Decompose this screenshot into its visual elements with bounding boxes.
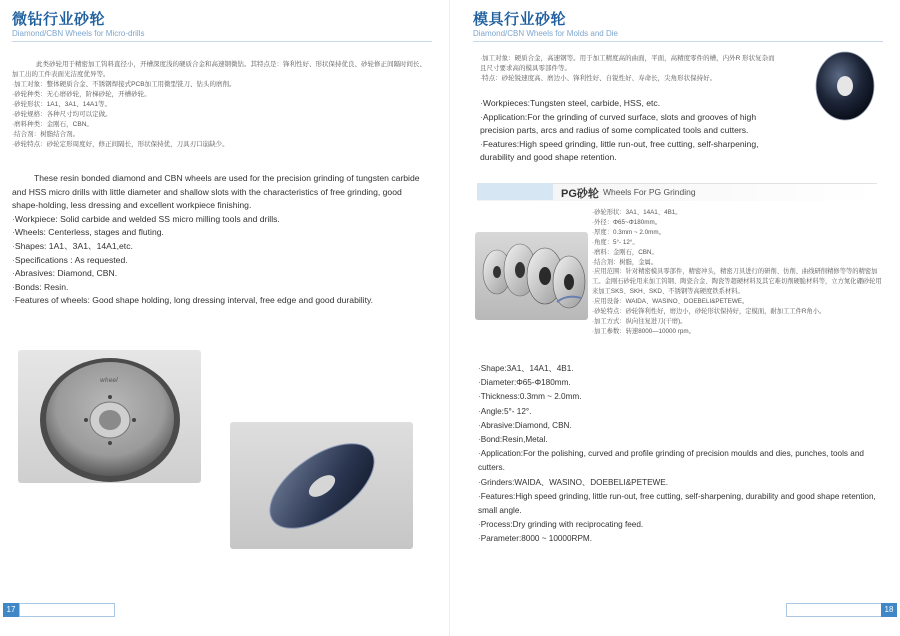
- pg-en-item: · Angle:5°- 12°.: [478, 405, 888, 419]
- right-footer-bar: [786, 603, 882, 617]
- left-zh-item: · 加工对象：整体硬质合金、不锈钢焊接式PCB加工用微型铣刀、钻头的磨削。: [12, 80, 432, 90]
- wheel-photo-2: [230, 422, 413, 549]
- pg-zh-item: · 应用设备：WAIDA、WASINO、DOEBELI&PETEWE。: [592, 297, 884, 307]
- angled-wheel-image: [230, 422, 413, 549]
- pg-zh-item: · 加工参数：转速8000—10000 rpm。: [592, 327, 884, 337]
- mold-wheel-image: [812, 50, 878, 122]
- pg-zh-item: · 加工方式：纵向往复进刀(干磨)。: [592, 317, 884, 327]
- right-en-item: · Application:For the grinding of curved surface, slots and grooves of high precision parts, arcs and radius of some complicated tools and cutters.: [480, 111, 770, 138]
- left-zh-block: [12, 60, 432, 150]
- left-title-en: Diamond/CBN Wheels for Micro-drills: [12, 29, 145, 38]
- right-title-rule: [473, 41, 883, 42]
- pg-en-item: · Features:High speed grinding, little run-out, free cutting, self-sharpening, durability and good shape retention, small angle.: [478, 490, 888, 518]
- pg-zh-item: · 砂轮形状：3A1、14A1、4B1。: [592, 208, 884, 218]
- pg-zh-item: · 角度：5°- 12°。: [592, 238, 884, 248]
- pg-en-item: · Abrasive:Diamond, CBN.: [478, 419, 888, 433]
- left-en-item: · Bonds: Resin.: [12, 281, 428, 295]
- pg-zh-item: · 结合剂：树脂，金属。: [592, 258, 884, 268]
- pg-zh-item: · 厚度：0.3mm ~ 2.0mm。: [592, 228, 884, 238]
- left-zh-item: · 砂轮规格：各种尺寸均可以定做。: [12, 110, 432, 120]
- pg-wheels-photo: [475, 232, 588, 320]
- left-zh-item: · 结合剂：树脂结合剂。: [12, 130, 432, 140]
- pg-wheels-image: [475, 232, 588, 320]
- svg-text:wheel: wheel: [100, 377, 118, 384]
- pg-banner-swatch: [477, 183, 553, 200]
- pg-en-item: · Parameter:8000 ~ 10000RPM.: [478, 532, 888, 546]
- right-title-en: Diamond/CBN Wheels for Molds and Die: [473, 29, 618, 38]
- pg-zh-block: [592, 208, 884, 337]
- right-title-zh: 模具行业砂轮: [473, 11, 567, 28]
- pg-banner-zh: PG砂轮: [561, 188, 599, 200]
- left-title-zh: 微钻行业砂轮: [12, 11, 106, 28]
- right-zh-item: · 加工对象：硬质合金，高速钢等。用于加工精度高的曲面，平面，高精度零件的槽，内外R 形状复杂而且尺寸要求高的模具零部件等。: [480, 54, 780, 74]
- pg-zh-item: · 砂轮特点：砂轮锋利性好，磨边小，砂轮形状保持好，定模面，耐加工工件R角小。: [592, 307, 884, 317]
- wheel-photo-1: [18, 350, 201, 483]
- pg-zh-item: · 外径：Φ65~Φ180mm。: [592, 218, 884, 228]
- left-en-item: · Wheels: Centerless, stages and fluting.: [12, 226, 428, 240]
- left-zh-item: · 砂轮种类：无心磨砂轮，阶梯砂轮，开槽砂轮。: [12, 90, 432, 100]
- right-en-block: [480, 97, 770, 165]
- left-en-item: · Specifications : As requested.: [12, 254, 428, 268]
- right-page-number: 18: [881, 603, 897, 617]
- pg-en-item: · Thickness:0.3mm ~ 2.0mm.: [478, 390, 888, 404]
- left-zh-item: · 砂轮形状：1A1、3A1、14A1等。: [12, 100, 432, 110]
- left-footer-bar: [19, 603, 115, 617]
- right-zh-item: · 特点：砂轮锐速度高、磨边小、锋利性好、自锐性好、寿命长，尖角形状保持好。: [480, 74, 780, 84]
- pg-banner-en: Wheels For PG Grinding: [603, 187, 696, 197]
- left-en-item: · Workpiece: Solid carbide and welded SS micro milling tools and drills.: [12, 213, 428, 227]
- left-en-item: · Abrasives: Diamond, CBN.: [12, 267, 428, 281]
- left-title-rule: [12, 41, 432, 42]
- left-en-item: · Features of wheels: Good shape holding, long dressing interval, free edge and good durability.: [12, 294, 428, 308]
- pg-zh-item: · 磨料：金刚石，CBN。: [592, 248, 884, 258]
- pg-en-item: · Bond:Resin,Metal.: [478, 433, 888, 447]
- left-en-paragraph: These resin bonded diamond and CBN wheels are used for the precision grinding of tungsten carbide and HSS micro drills with little diameter and shallow slots with the characteristics of free grinding, good shape-holding, less dressing and excellent workpiece finishing.: [12, 173, 420, 211]
- left-zh-item: · 砂轮特点：砂轮定形周度好，修正间隔长，形状保持优，刀具刃口崩缺少。: [12, 140, 432, 150]
- left-zh-item: · 磨料种类：金刚石，CBN。: [12, 120, 432, 130]
- flat-wheel-image: [18, 350, 201, 483]
- pg-en-item: · Application:For the polishing, curved and profile grinding of precision moulds and dies, punches, tools and cutters.: [478, 447, 888, 475]
- pg-en-item: · Grinders:WAIDA、WASINO、DOEBELI&PETEWE.: [478, 476, 888, 490]
- pg-en-block: [478, 362, 888, 547]
- right-en-item: · Workpieces:Tungsten steel, carbide, HSS, etc.: [480, 97, 770, 111]
- left-page-number: 17: [3, 603, 19, 617]
- pg-en-item: · Shape:3A1、14A1、4B1.: [478, 362, 888, 376]
- left-zh-paragraph: 此类砂轮用于精密加工钨料直径小，开槽深度浅的硬质合金和高速钢微钻。其特点是：锋利性好、形状保持优良、砂轮修正间隔时间长、加工出的工件表面光洁度优异等。: [12, 61, 426, 78]
- right-zh-block: [480, 54, 780, 84]
- right-en-item: · Features:High speed grinding, little run-out, free cutting, self-sharpening, durability and good shape retention.: [480, 138, 770, 165]
- left-en-block: [12, 172, 428, 308]
- pg-zh-item: · 应用范围：针对精密模具零部件，精密冲头，精密刀具进行的研削、仿削、曲线研削精修等等的精密加工。金刚石砂轮用来加工钨钢、陶瓷合金、陶瓷等超硬材料及其它难切削硬脆材料等，立方氮化硼砂轮用来加工SKS、SKH、SKD、不锈钢等高硬度铁系材料。: [592, 267, 884, 297]
- pg-en-item: · Process:Dry grinding with reciprocating feed.: [478, 518, 888, 532]
- left-en-item: · Shapes: 1A1、3A1、14A1,etc.: [12, 240, 428, 254]
- pg-en-item: · Diameter:Φ65-Φ180mm.: [478, 376, 888, 390]
- mold-wheel-photo: [812, 50, 878, 122]
